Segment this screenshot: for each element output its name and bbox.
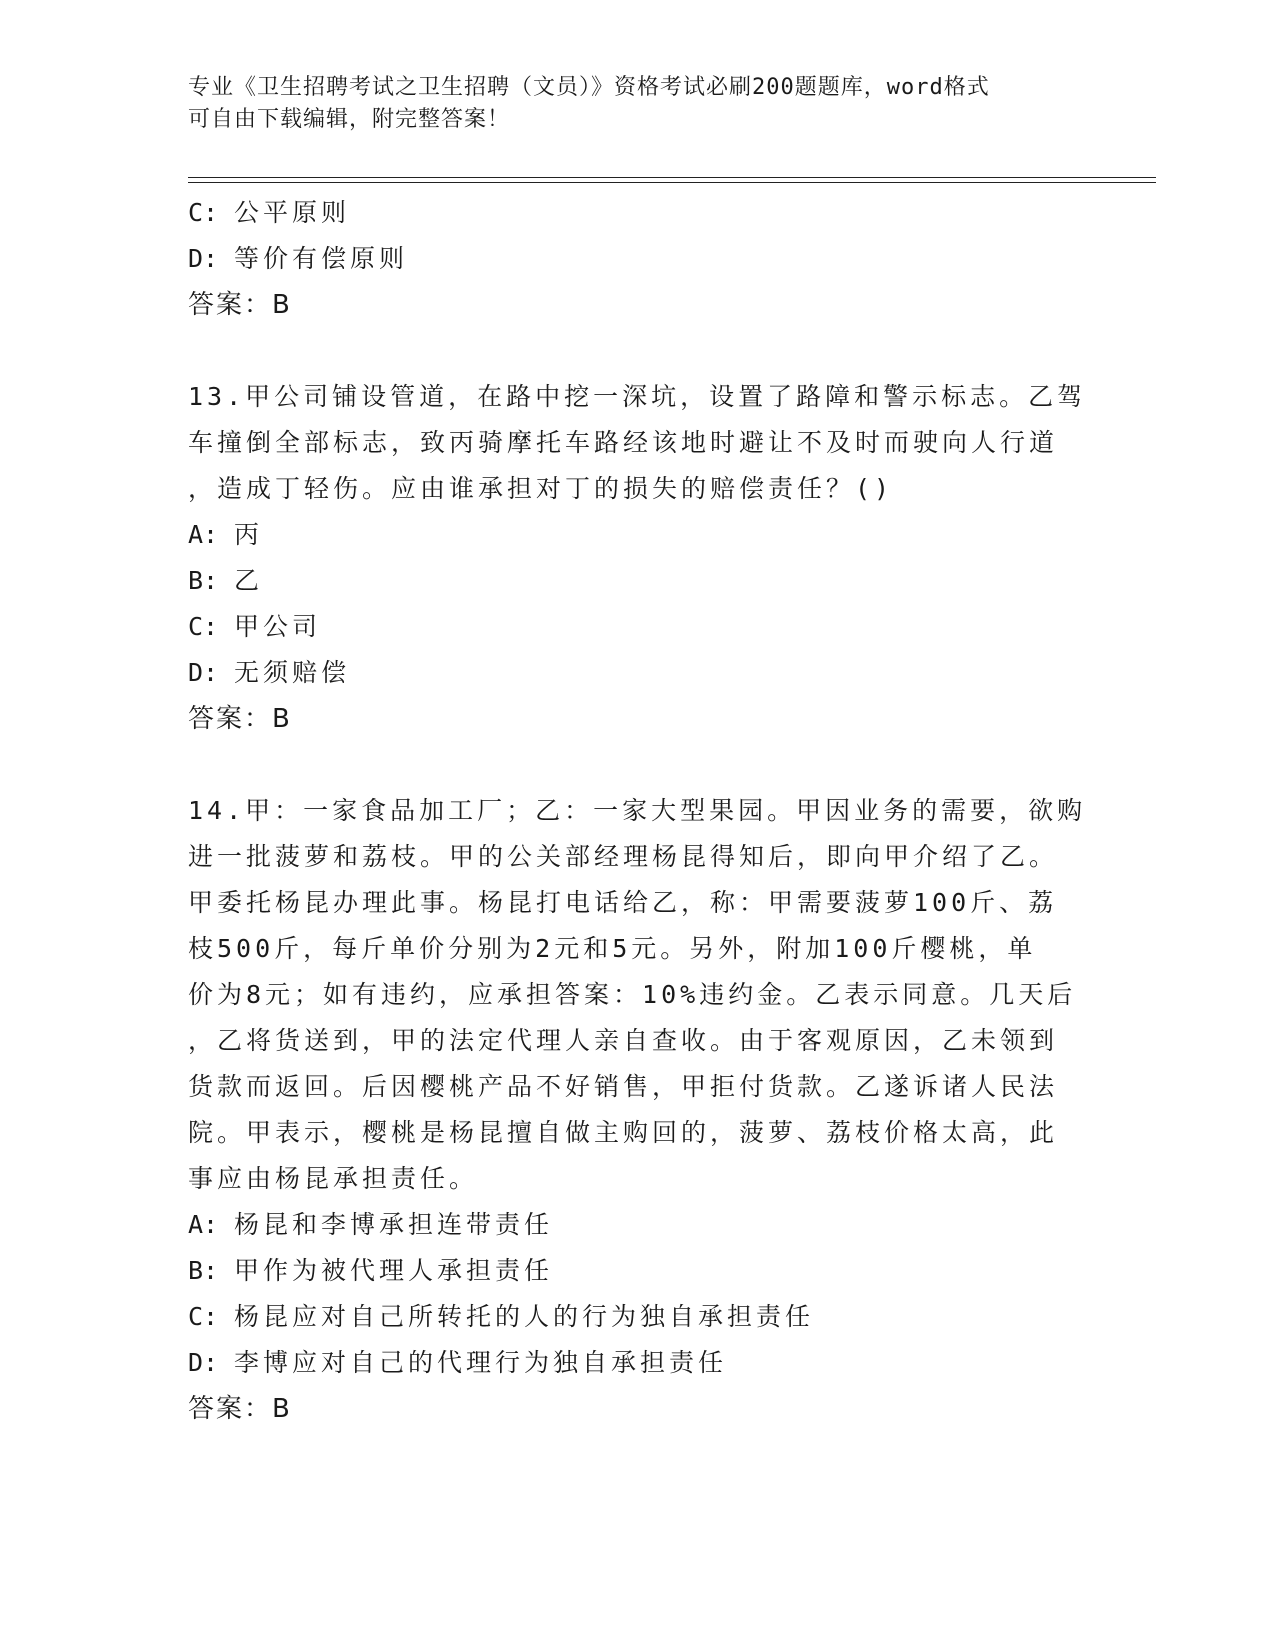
option-c [188,1294,1088,1340]
document-body [188,190,1088,1432]
question-line: 价为8元；如有违约，应承担答案：10%违约金。乙表示同意。几天后 [188,980,1077,1009]
option-text: 杨昆应对自己所转托的人的行为独自承担责任 [234,1302,815,1331]
option-text: 甲公司 [234,612,322,641]
option-c [188,604,1088,650]
option-text: 丙 [234,520,264,549]
option-d [188,1340,1088,1386]
question-line: 甲委托杨昆办理此事。杨昆打电话给乙，称：甲需要菠萝100斤、荔 [188,888,1058,917]
option-text: 无须赔偿 [234,658,351,687]
option-c [188,190,1088,236]
question-text [188,374,1087,512]
option-key: B: [188,1256,219,1285]
option-d [188,650,1088,696]
option-text: 杨昆和李博承担连带责任 [234,1210,554,1239]
question-text [188,788,1087,1202]
option-text: 乙 [234,566,264,595]
header-line-2: 可自由下载编辑，附完整答案！ [188,107,511,132]
answer: 答案：B [188,1394,292,1424]
answer: 答案：B [188,704,292,734]
option-text: 公平原则 [234,198,351,227]
answer: 答案：B [188,290,292,320]
question-line: 车撞倒全部标志，致丙骑摩托车路经该地时避让不及时而驶向人行道 [188,428,1059,457]
option-b [188,1248,1088,1294]
question-line: 14.甲：一家食品加工厂；乙：一家大型果园。甲因业务的需要，欲购 [188,796,1087,825]
option-text: 甲作为被代理人承担责任 [234,1256,554,1285]
option-key: D: [188,244,219,273]
option-key: A: [188,1210,219,1239]
spacer [188,328,1088,374]
spacer [188,742,1088,788]
question-14 [188,788,1088,1432]
option-key: C: [188,1302,219,1331]
option-d [188,236,1088,282]
option-key: D: [188,1348,219,1377]
header-line-1: 专业《卫生招聘考试之卫生招聘（文员）》资格考试必刷200题题库，word格式 [188,75,990,100]
option-b [188,558,1088,604]
option-a [188,512,1088,558]
question-line: 枝500斤，每斤单价分别为2元和5元。另外，附加100斤樱桃，单 [188,934,1037,963]
option-key: C: [188,612,219,641]
question-line: ，乙将货送到，甲的法定代理人亲自查收。由于客观原因，乙未领到 [188,1026,1059,1055]
option-a [188,1202,1088,1248]
question-line: 13.甲公司铺设管道，在路中挖一深坑，设置了路障和警示标志。乙驾 [188,382,1087,411]
question-line: 进一批菠萝和荔枝。甲的公关部经理杨昆得知后，即向甲介绍了乙。 [188,842,1059,871]
question-line: 事应由杨昆承担责任。 [188,1164,479,1193]
header-divider [188,177,1156,183]
page-header [188,72,1068,136]
question-line: 院。甲表示，樱桃是杨昆擅自做主购回的，菠萝、荔枝价格太高，此 [188,1118,1059,1147]
question-line: ，造成丁轻伤。应由谁承担对丁的损失的赔偿责任？() [188,474,894,503]
option-text: 李博应对自己的代理行为独自承担责任 [234,1348,728,1377]
option-key: B: [188,566,219,595]
question-13 [188,374,1088,742]
option-key: C: [188,198,219,227]
option-key: A: [188,520,219,549]
question-line: 货款而返回。后因樱桃产品不好销售，甲拒付货款。乙遂诉诸人民法 [188,1072,1059,1101]
option-text: 等价有偿原则 [234,244,409,273]
option-key: D: [188,658,219,687]
question-12 [188,190,1088,328]
